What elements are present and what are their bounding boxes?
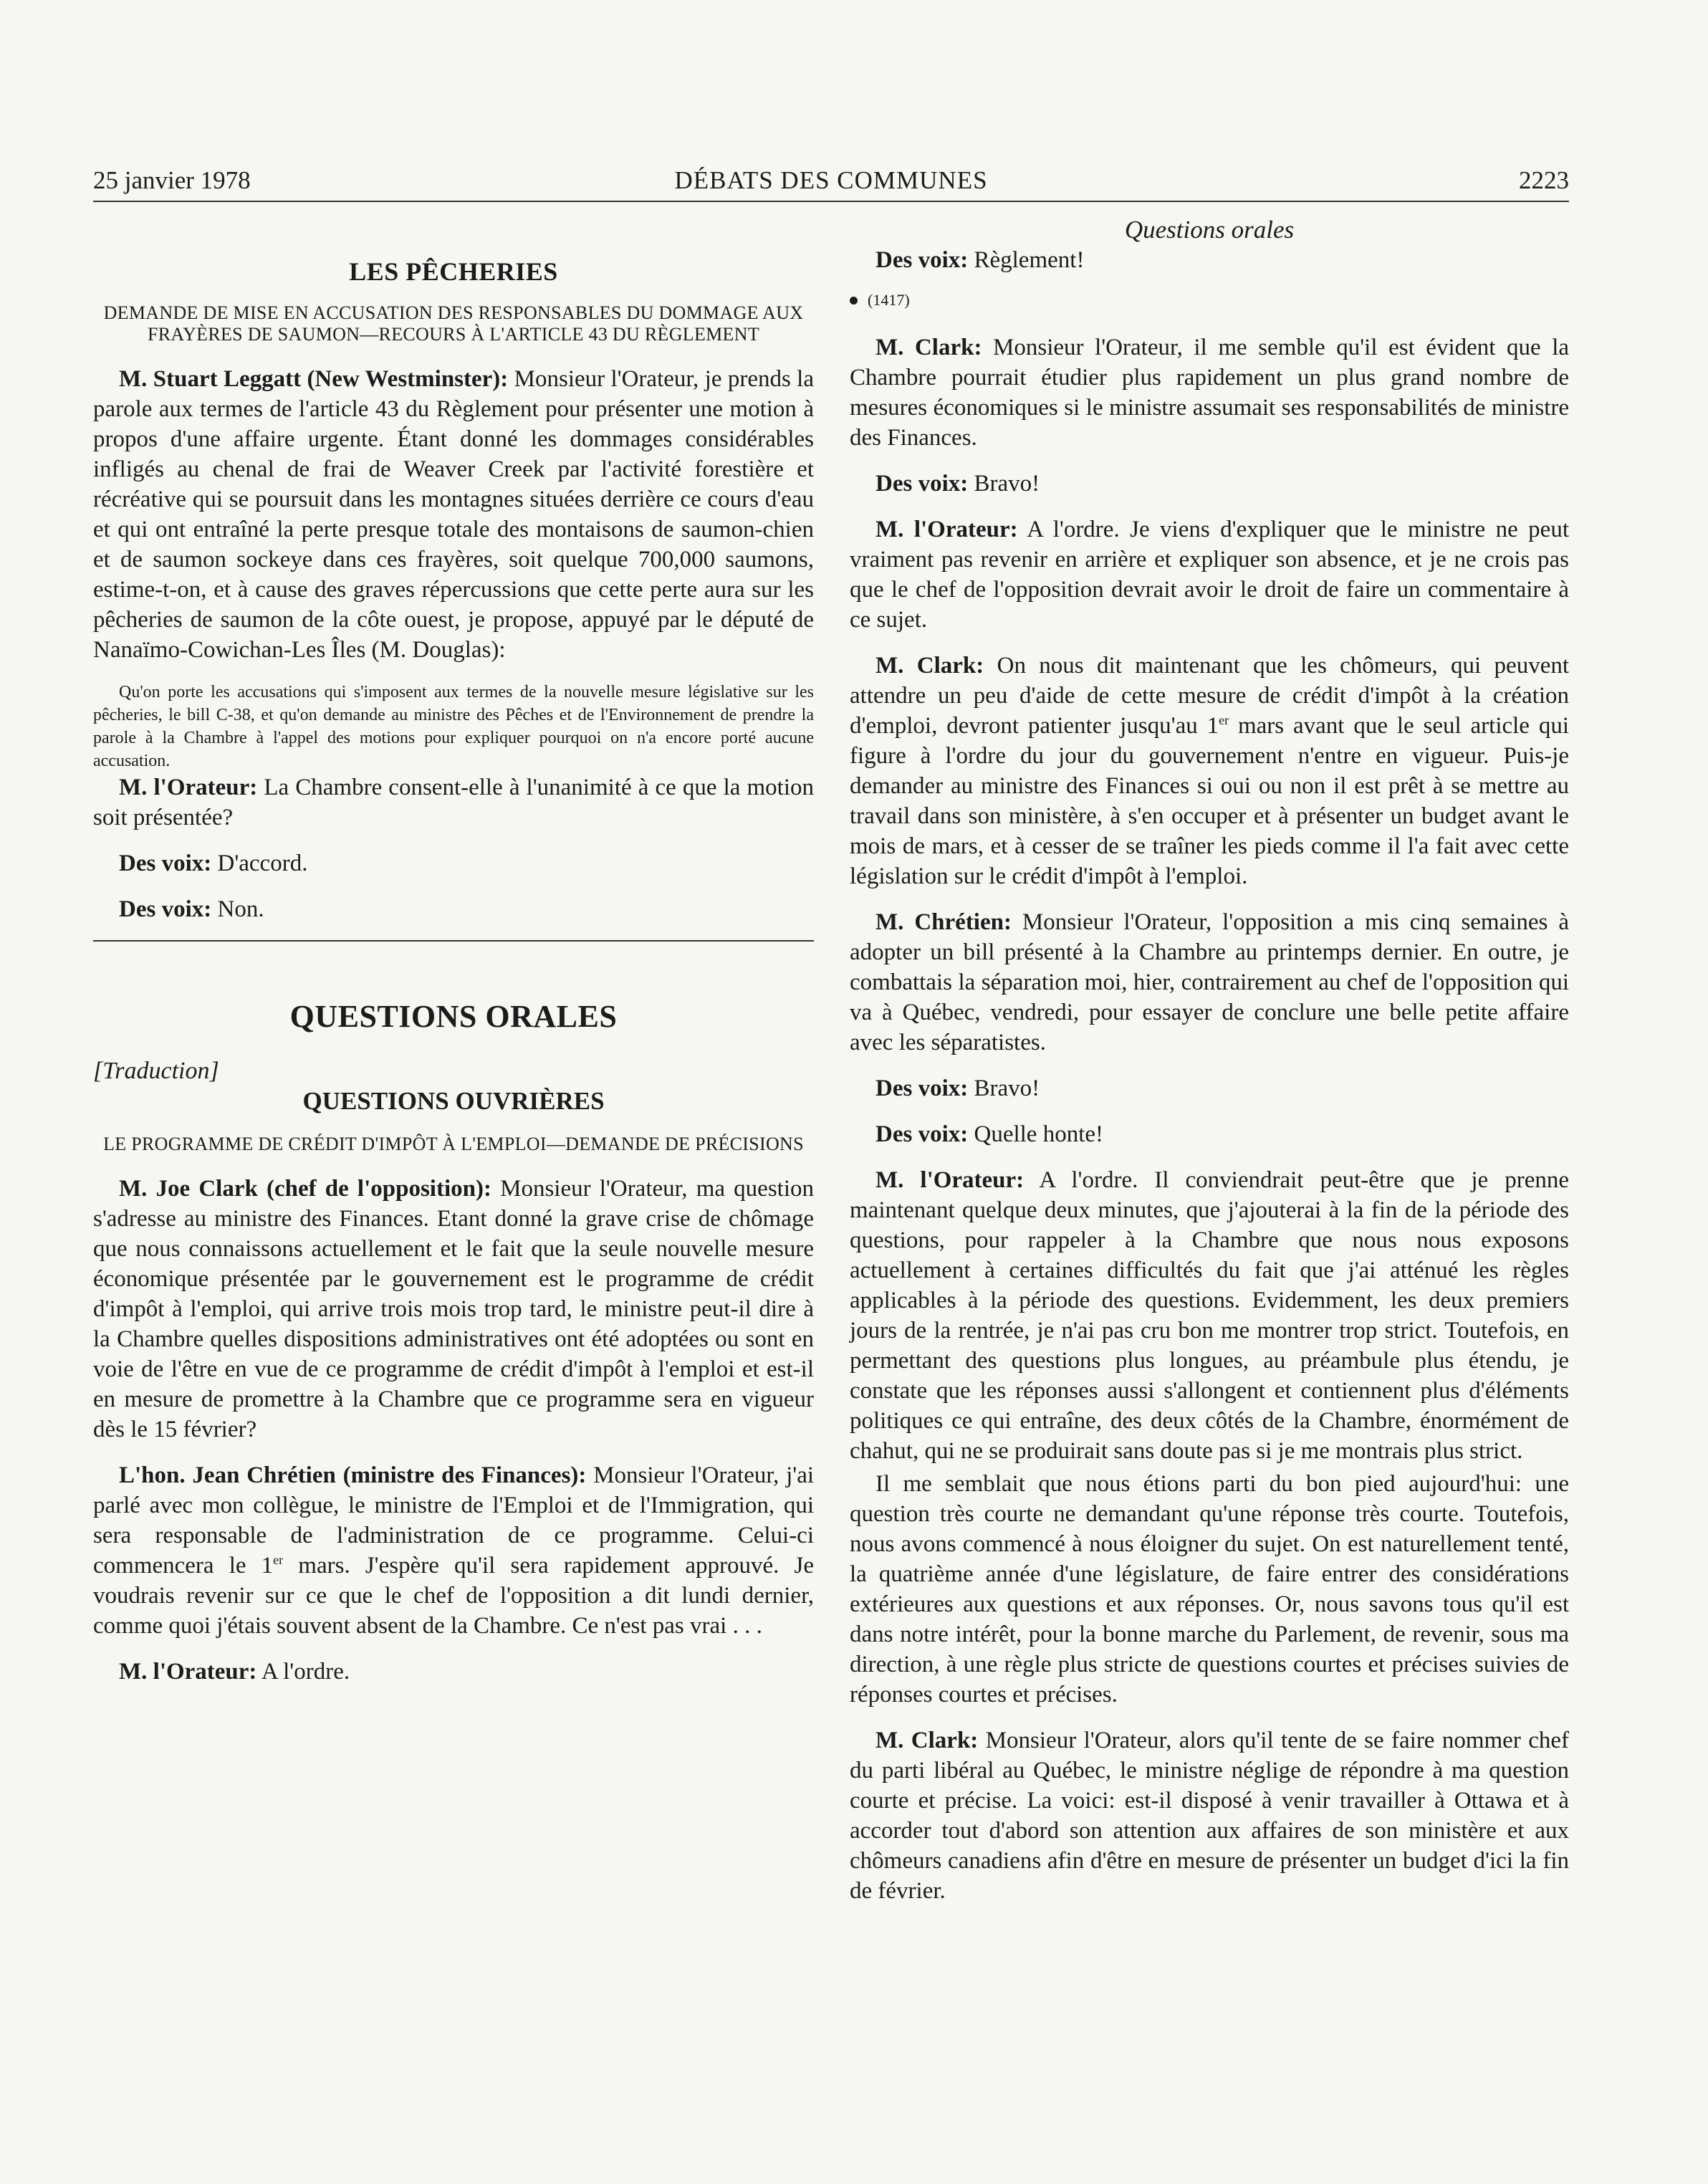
speech-text: On nous dit maintenant que les chômeurs, qui peuvent attendre un peu d'aide de cette mesure de crédit d'impôt à la création d'emploi, devront patienter jusqu'au 1	[850, 653, 1570, 739]
speaker-name: M. l'Orateur:	[119, 775, 258, 800]
superscript: er	[1219, 713, 1229, 727]
speech-voix-3	[850, 245, 1569, 275]
speech-voix-5	[850, 1073, 1569, 1103]
speech-text: mars. J'espère qu'il sera rapidement approuvé. Je voudrais revenir sur ce que le chef de l'opposition a dit lundi dernier, comme quoi j'étais souvent absent de la Chambre. Ce n'est pas vrai . . .	[93, 1553, 814, 1639]
speaker-name: M. l'Orateur:	[875, 517, 1018, 542]
speaker-name: M. Joe Clark (chef de l'opposition):	[119, 1176, 491, 1202]
speech-clark-3	[850, 651, 1569, 891]
speech-text: D'accord.	[217, 851, 308, 876]
speaker-name: M. Stuart Leggatt (New Westminster):	[119, 366, 509, 392]
left-column	[93, 215, 814, 1702]
timestamp-text: (1417)	[868, 291, 910, 309]
speech-text: Monsieur l'Orateur, ma question s'adresse au ministre des Finances. Etant donné la grave crise de chômage que nous connaissons actuellement et le fait que la seule nouvelle mesure économique présentée par le gouvernement est le programme de crédit d'impôt à l'emploi, qui arrive trois mois trop tard, le ministre peut-il dire à la Chambre quelles dispositions administratives ont été adoptées ou sont en voie de l'être en vue de ce programme de crédit d'impôt à l'emploi et est-il en mesure de promettre à la Chambre que ce programme sera en vigueur dès le 15 février?	[93, 1176, 814, 1442]
speaker-name: M. Chrétien:	[875, 909, 1012, 935]
speech-text: mars avant que le seul article qui figure à l'ordre du jour du gouvernement n'entre en vigueur. Puis-je demander au ministre des Finances si oui ou non il est prêt à se mettre au travail dans son ministère, à s'en occuper et à présenter un budget avant le mois de mars, et à cesser de se traîner les pieds comme il l'a fait avec cette législation sur le crédit d'impôt à l'emploi.	[850, 713, 1569, 889]
speech-text: Non.	[217, 896, 264, 922]
speech-text: A l'ordre.	[261, 1659, 350, 1685]
header-title: DÉBATS DES COMMUNES	[674, 166, 988, 194]
speaker-name: Des voix:	[875, 471, 969, 497]
speech-orateur-1	[93, 772, 814, 833]
speech-orateur-4-continued: Il me semblait que nous étions parti du bon pied aujourd'hui: une question très courte ne demandant qu'une réponse très courte. Toutefois, nous avons commencé à nous éloigner du sujet. On est naturellement tenté, la quatrième année d'une législature, de faire entrer des considérations extérieures aux questions et aux réponses. Or, nous savons tous qu'il est dans notre intérêt, pour la bonne marche du Parlement, de revenir, sous ma direction, à une règle plus stricte de questions courtes et précises suivies de réponses courtes et précises.	[850, 1471, 1569, 1708]
bullet-icon	[850, 297, 858, 305]
timestamp	[850, 285, 1569, 315]
section-title-pecheries: LES PÊCHERIES	[349, 257, 558, 286]
speaker-name: Des voix:	[119, 896, 212, 922]
speech-voix-2	[93, 894, 814, 924]
header-date: 25 janvier 1978	[93, 166, 251, 194]
speaker-name: Des voix:	[119, 851, 212, 876]
speech-text: La Chambre consent-elle à l'unanimité à ce que la motion soit présentée?	[93, 775, 814, 830]
running-head: Questions orales	[1124, 216, 1295, 244]
speech-text: Bravo!	[974, 1076, 1040, 1101]
speech-voix-1	[93, 848, 814, 878]
speaker-name: Des voix:	[875, 1076, 969, 1101]
speech-clark-1	[93, 1174, 814, 1445]
speaker-name: Des voix:	[875, 247, 969, 273]
speaker-name: M. l'Orateur:	[875, 1167, 1025, 1193]
right-column	[850, 215, 1569, 1922]
header-page-number: 2223	[1519, 166, 1569, 194]
speech-text: A l'ordre. Il conviendrait peut-être que je prenne maintenant quelque deux minutes, que j'ajouterai à la fin de la période des questions, pour rappeler à la Chambre que nous nous exposons actuellement à certaines difficultés du fait que j'ai atténué les règles applicables à la période des questions. Evidemment, les deux premiers jours de la rentrée, je n'ai pas cru bon me montrer trop strict. Toutefois, en permettant des questions plus longues, au préambule plus étendu, je constate que les réponses aussi s'allongent et contiennent plus d'éléments politiques ce qui entraîne, des deux côtés de la Chambre, énormément de chahut, qui ne se produirait sans doute pas si je me montrais plus strict.	[850, 1167, 1569, 1464]
speaker-name: M. Clark:	[875, 653, 984, 679]
superscript: er	[273, 1553, 284, 1567]
speech-text: Règlement!	[974, 247, 1085, 273]
speaker-name: M. l'Orateur:	[119, 1659, 257, 1685]
speech-leggatt	[93, 364, 814, 665]
speaker-name: L'hon. Jean Chrétien (ministre des Finances):	[119, 1462, 587, 1488]
speaker-name: Des voix:	[875, 1121, 969, 1147]
section-divider	[93, 940, 814, 942]
speech-orateur-2	[93, 1657, 814, 1687]
speech-clark-4	[850, 1725, 1569, 1906]
speech-text: Quelle honte!	[974, 1121, 1104, 1147]
speech-text: Monsieur l'Orateur, je prends la parole aux termes de l'article 43 du Règlement pour présenter une motion à propos d'une affaire urgente. Étant donné les dommages considérables infligés au chenal de frai de Weaver Creek par l'activité forestière et récréative qui se poursuit dans les montagnes situées derrière ce cours d'eau et qui ont entraîné la perte presque totale des montaisons de saumon-chien et de saumon sockeye dans ces frayères, soit quelque 700,000 saumons, estime-t-on, et à cause des graves répercussions que cette perte aura sur les pêcheries de saumon de la côte ouest, je propose, appuyé par le député de Nanaïmo-Cowichan-Les Îles (M. Douglas):	[93, 366, 814, 663]
page-header	[93, 165, 1569, 202]
section-subtitle-pecheries: DEMANDE DE MISE EN ACCUSATION DES RESPONSABLES DU DOMMAGE AUX FRAYÈRES DE SAUMON—RECOURS À L'ARTICLE 43 DU RÈGLEMENT	[103, 302, 804, 345]
speech-clark-2	[850, 332, 1569, 453]
speech-text: A l'ordre. Je viens d'expliquer que le ministre ne peut vraiment pas revenir en arrière et expliquer son absence, et je ne crois pas que le chef de l'opposition devrait avoir le droit de faire un commentaire à ce sujet.	[850, 517, 1569, 633]
speaker-name: M. Clark:	[875, 1728, 979, 1753]
section-title-questions-orales: QUESTIONS ORALES	[289, 999, 618, 1034]
speech-voix-6	[850, 1119, 1569, 1149]
speech-chretien-1	[93, 1460, 814, 1641]
section-title-questions-ouvrieres: QUESTIONS OUVRIÈRES	[302, 1087, 605, 1115]
speech-text: Monsieur l'Orateur, l'opposition a mis cinq semaines à adopter un bill présenté à la Chambre au printemps dernier. En outre, je combattais la séparation moi, hier, contrairement au chef de l'opposition qui va à Québec, vendredi, pour essayer de conclure une belle petite affaire avec les séparatistes.	[850, 909, 1569, 1055]
speech-text: Monsieur l'Orateur, il me semble qu'il est évident que la Chambre pourrait étudier plus rapidement un plus grand nombre de mesures économiques si le ministre assumait ses responsabilités de ministre des Finances.	[850, 335, 1570, 451]
speech-orateur-3	[850, 514, 1569, 635]
speech-text: Bravo!	[974, 471, 1040, 497]
speech-chretien-2	[850, 907, 1569, 1058]
speaker-name: M. Clark:	[875, 335, 982, 360]
speech-text: Monsieur l'Orateur, alors qu'il tente de se faire nommer chef du parti libéral au Québec, le ministre néglige de répondre à ma question courte et précise. La voici: est-il disposé à venir travailler à Ottawa et à accorder tout d'abord son attention aux affaires de son ministère et aux chômeurs canadiens afin d'être en mesure de présenter un budget d'ici la fin de février.	[850, 1728, 1570, 1904]
speech-text: Monsieur l'Orateur, j'ai parlé avec mon collègue, le ministre de l'Emploi et de l'Immigration, qui sera responsable de l'administration de ce programme. Celui-ci commencera le 1	[93, 1462, 815, 1579]
speech-voix-4	[850, 469, 1569, 499]
translation-note: [Traduction]	[93, 1058, 219, 1084]
speech-orateur-4	[850, 1165, 1569, 1466]
section-subtitle-credit-impot: LE PROGRAMME DE CRÉDIT D'IMPÔT À L'EMPLOI—DEMANDE DE PRÉCISIONS	[103, 1134, 804, 1154]
motion-text: Qu'on porte les accusations qui s'imposent aux termes de la nouvelle mesure législative sur les pêcheries, le bill C-38, et qu'on demande au ministre des Pêches et de l'Environnement de prendre la parole à la Chambre à l'appel des motions pour expliquer pourquoi on n'a encore porté aucune accusation.	[93, 683, 814, 770]
